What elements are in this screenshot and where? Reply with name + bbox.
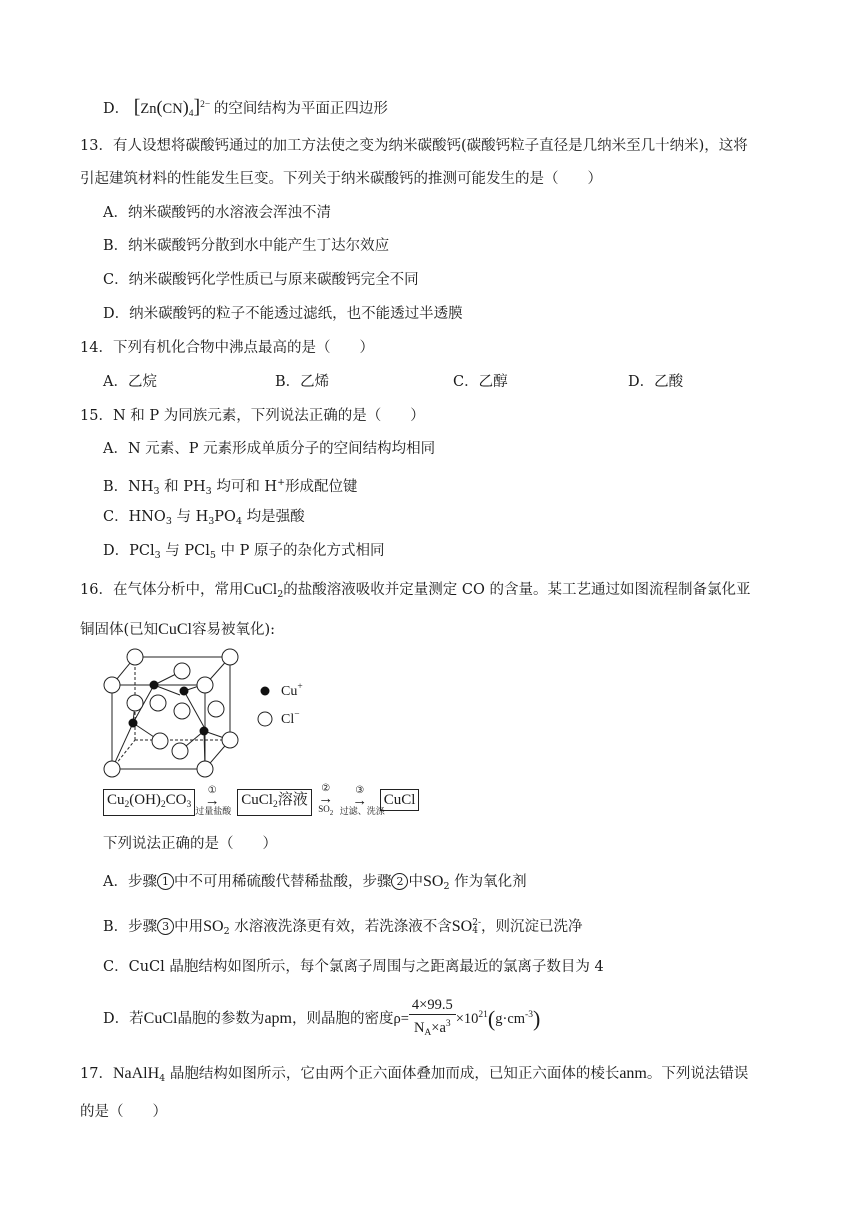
q14-stem: 14．下列有机化合物中沸点最高的是（ ） [80, 340, 374, 356]
density-fraction: $\frac{4\times 99.5}{N_A\times a^3}$ [409, 996, 456, 1042]
q13-option-b: B．纳米碳酸钙分散到水中能产生丁达尔效应 [103, 238, 390, 254]
q13-option-d: D．纳米碳酸钙的粒子不能透过滤纸，也不能透过半透膜 [103, 306, 463, 322]
legend-cu-label: Cu+ [281, 682, 303, 699]
q16-option-a: A．步骤 1 中不可用稀硫酸代替稀盐酸，步骤 2 中$SO_2$ 作为氧化剂 [103, 873, 527, 892]
q14-option-d: D．乙酸 [628, 374, 684, 390]
q14-option-b: B．乙烯 [275, 374, 330, 390]
q17-stem-line1: 17．NaAlH$_4$ 晶胞结构如图所示，它由两个正六面体叠加而成，已知正六面体的棱长anm。下列说法错误 [80, 1065, 749, 1084]
flow-arrow-2: ② → $SO_2$ [318, 783, 334, 817]
flow-arrow-3: ③ → 过滤、洗涤 [339, 785, 385, 816]
q15-option-d: D．PCl$_3$ 与 PCl$_5$ 中 P 原子的杂化方式相同 [103, 543, 385, 561]
flow-end-box: CuCl [380, 789, 420, 811]
zn-cn-complex-formula: $[Zn(CN)_4]^{2-}$ [133, 96, 211, 119]
flow-mid-box: CuCl$_2$溶液 [237, 789, 311, 816]
q15-stem: 15．N 和 P 为同族元素，下列说法正确的是（ ） [80, 408, 425, 424]
q17-stem-line2: 的是（ ） [80, 1104, 167, 1120]
q13-option-a: A．纳米碳酸钙的水溶液会浑浊不清 [103, 205, 331, 221]
q14-option-a: A．乙烷 [103, 374, 157, 390]
q16-option-d: D．若CuCl晶胞的参数为apm，则晶胞的密度ρ= $\frac{4\times 99.5}{N_A\times a^3}$ $\times 10^{21}(g\cdot cm^{-3})$ [103, 996, 540, 1042]
process-flow [103, 783, 419, 819]
q14-option-c: C．乙醇 [453, 374, 508, 390]
q13-option-c: C．纳米碳酸钙化学性质已与原来碳酸钙完全不同 [103, 272, 419, 288]
q15-option-a: A．N 元素、P 元素形成单质分子的空间结构均相同 [103, 441, 436, 457]
flow-arrow-1: ① → 过量盐酸 [195, 785, 232, 816]
q15-option-c: C．$HNO_3$ 与 $H_3PO_4$ 均是强酸 [103, 509, 305, 527]
q16-question: 下列说法正确的是（ ） [103, 836, 277, 852]
q12-option-d: D． $[Zn(CN)_4]^{2-}$ 的空间结构为平面正四边形 [103, 96, 388, 119]
q16-stem-line2: 铜固体(已知CuCl容易被氧化): [80, 621, 276, 638]
q13-stem-line1: 13．有人设想将碳酸钙通过的加工方法使之变为纳米碳酸钙(碳酸钙粒子直径是几纳米至几十纳米)，这将 [80, 138, 748, 154]
q16-option-c: C．CuCl 晶胞结构如图所示，每个氯离子周围与之距离最近的氯离子数目为 4 [103, 959, 604, 975]
q16-option-b: B．步骤 3 中用$SO_2$ 水溶液洗涤更有效，若洗涤液不含SO 2- 4 ，则沉淀已洗净 [103, 918, 583, 937]
flow-start-box: $Cu_2(OH)_2CO_3$ [103, 789, 195, 816]
legend-cl-label: Cl− [281, 710, 300, 727]
q13-stem-line2: 引起建筑材料的性能发生巨变。下列关于纳米碳酸钙的推测可能发生的是（ ） [80, 171, 602, 187]
q16-stem-line1: 16．在气体分析中，常用CuCl$_2$的盐酸溶液吸收并定量测定 CO 的含量。某工艺通过如图流程制备氯化亚 [80, 581, 751, 600]
q15-option-b: B．$NH_3$ 和 $PH_3$ 均可和 H+形成配位键 [103, 477, 358, 497]
